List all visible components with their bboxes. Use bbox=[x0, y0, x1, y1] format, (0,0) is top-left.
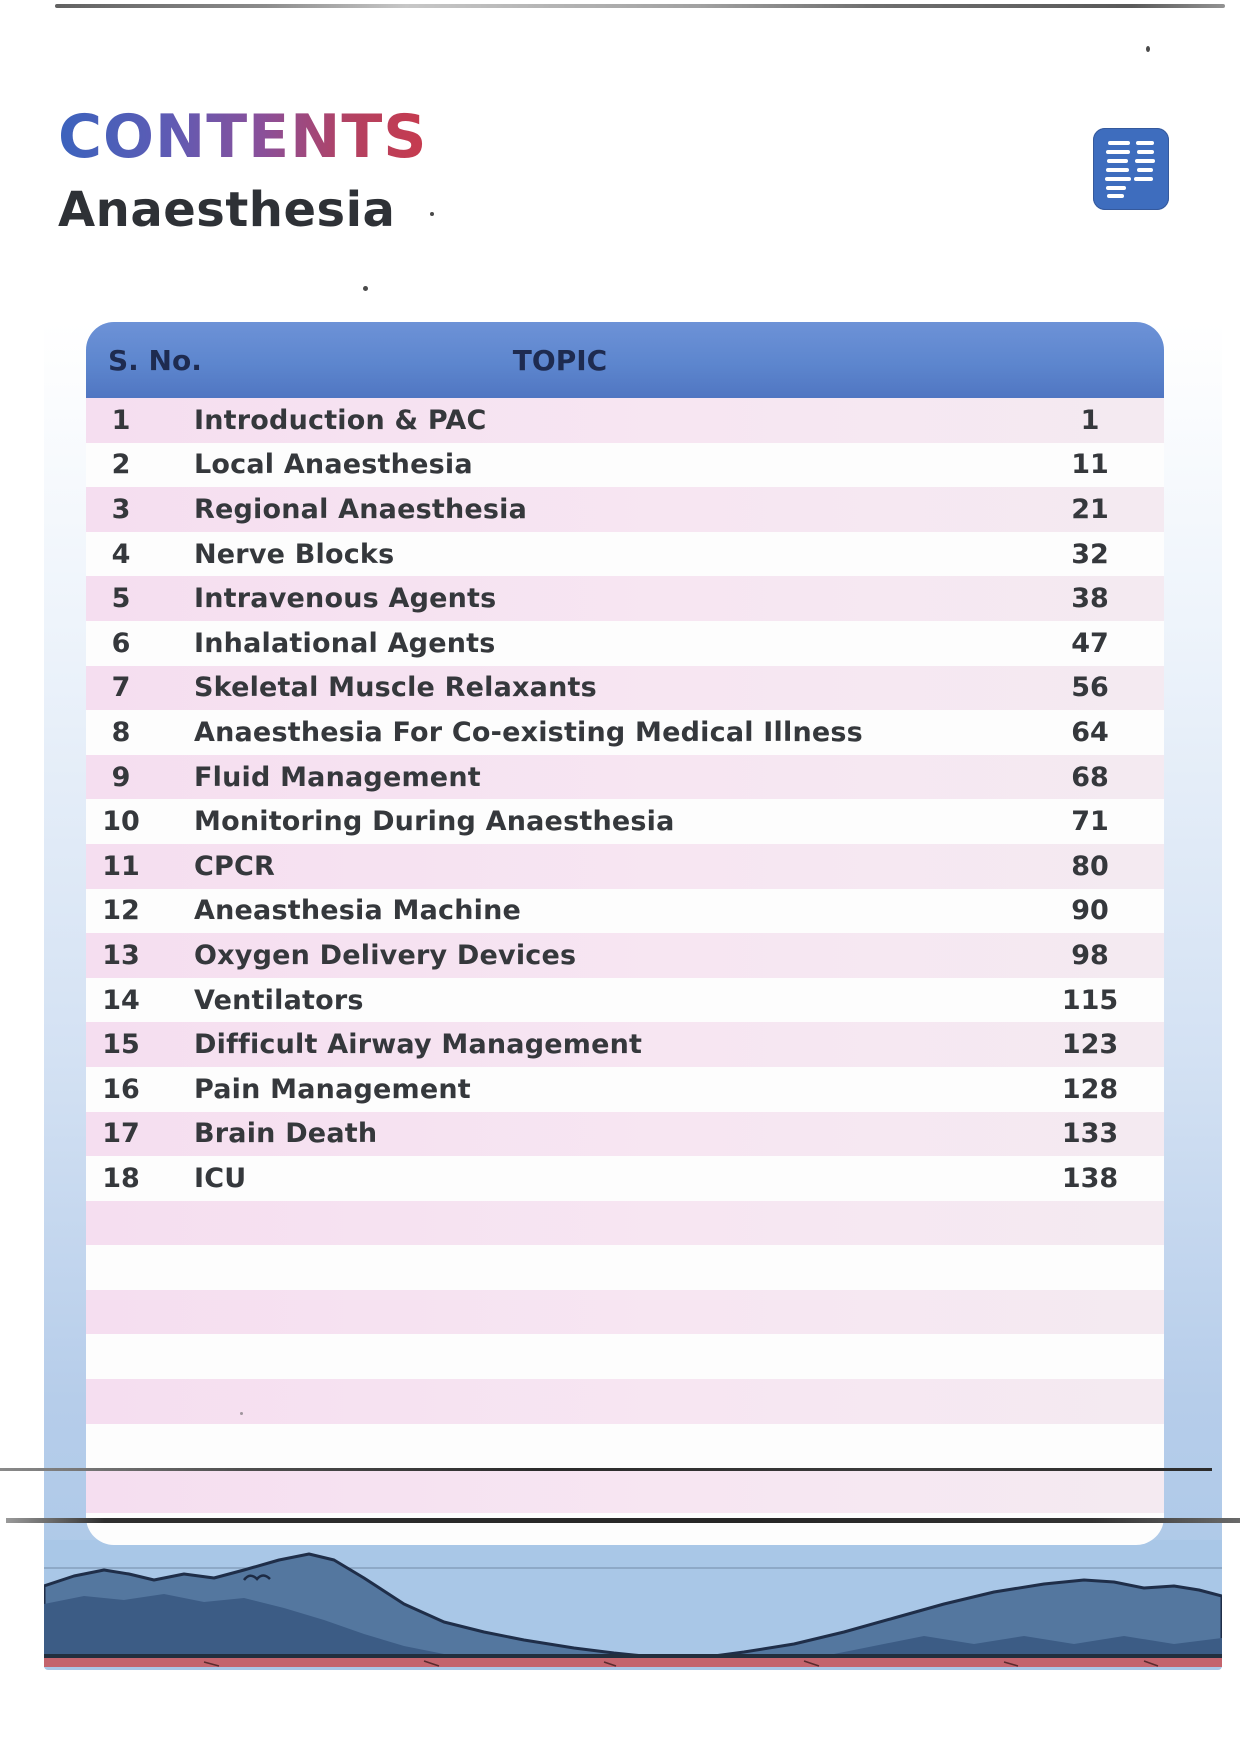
row-topic: Oxygen Delivery Devices bbox=[194, 939, 577, 971]
row-serial-number: 16 bbox=[102, 1073, 140, 1105]
column-header-topic: TOPIC bbox=[512, 344, 608, 377]
row-serial-number: 12 bbox=[102, 895, 140, 927]
row-serial-number: 3 bbox=[111, 493, 131, 525]
list-lines-glyph bbox=[1093, 128, 1169, 210]
row-page-number: 138 bbox=[1061, 1162, 1119, 1194]
row-topic: Ventilators bbox=[194, 984, 364, 1016]
scan-artifact-line bbox=[0, 1468, 1212, 1471]
row-topic: Nerve Blocks bbox=[194, 538, 395, 570]
contents-table bbox=[86, 322, 1164, 1545]
row-topic: Skeletal Muscle Relaxants bbox=[194, 672, 597, 704]
ground-line bbox=[44, 1654, 1222, 1658]
row-topic: Difficult Airway Management bbox=[194, 1029, 643, 1061]
row-serial-number: 6 bbox=[111, 627, 131, 659]
scan-artifact-line bbox=[55, 4, 1225, 8]
scan-artifact-line bbox=[6, 1518, 1240, 1523]
column-header-sno: S. No. bbox=[108, 344, 202, 377]
row-page-number: 90 bbox=[1071, 895, 1109, 927]
row-page-number: 68 bbox=[1071, 761, 1109, 793]
row-page-number: 38 bbox=[1071, 583, 1109, 615]
row-serial-number: 2 bbox=[111, 449, 131, 481]
table-row bbox=[86, 487, 1164, 532]
table-row bbox=[86, 666, 1164, 711]
table-row bbox=[86, 1022, 1164, 1067]
row-page-number: 32 bbox=[1071, 538, 1109, 570]
row-page-number: 1 bbox=[1080, 404, 1100, 436]
scan-speck bbox=[363, 286, 368, 291]
row-serial-number: 4 bbox=[111, 538, 131, 570]
row-page-number: 123 bbox=[1061, 1029, 1119, 1061]
table-row bbox=[86, 889, 1164, 934]
row-serial-number: 17 bbox=[102, 1118, 140, 1150]
row-serial-number: 15 bbox=[102, 1029, 140, 1061]
row-page-number: 47 bbox=[1071, 627, 1109, 659]
row-topic: Aneasthesia Machine bbox=[194, 895, 522, 927]
empty-table-row bbox=[86, 1245, 1164, 1290]
row-serial-number: 14 bbox=[102, 984, 140, 1016]
row-topic: Anaesthesia For Co-existing Medical Illness bbox=[194, 716, 863, 748]
mountain-landscape-illustration bbox=[44, 1540, 1222, 1672]
row-topic: Pain Management bbox=[194, 1073, 471, 1105]
table-row bbox=[86, 978, 1164, 1023]
table-row bbox=[86, 443, 1164, 488]
table-row bbox=[86, 576, 1164, 621]
empty-table-row bbox=[86, 1424, 1164, 1469]
row-topic: Local Anaesthesia bbox=[194, 449, 473, 481]
table-row bbox=[86, 844, 1164, 889]
row-topic: ICU bbox=[194, 1162, 247, 1194]
empty-table-row bbox=[86, 1290, 1164, 1335]
row-serial-number: 18 bbox=[102, 1162, 140, 1194]
row-serial-number: 1 bbox=[111, 404, 131, 436]
row-page-number: 98 bbox=[1071, 939, 1109, 971]
row-serial-number: 9 bbox=[111, 761, 131, 793]
row-serial-number: 10 bbox=[102, 806, 140, 838]
empty-table-row bbox=[86, 1468, 1164, 1513]
row-topic: Fluid Management bbox=[194, 761, 481, 793]
row-topic: Brain Death bbox=[194, 1118, 378, 1150]
row-serial-number: 11 bbox=[102, 850, 140, 882]
row-topic: Introduction & PAC bbox=[194, 404, 487, 436]
row-page-number: 133 bbox=[1061, 1118, 1119, 1150]
page-title: CONTENTS bbox=[58, 102, 428, 172]
scan-speck bbox=[1146, 46, 1150, 52]
table-row bbox=[86, 532, 1164, 577]
row-page-number: 21 bbox=[1071, 493, 1109, 525]
row-page-number: 128 bbox=[1061, 1073, 1119, 1105]
row-page-number: 56 bbox=[1071, 672, 1109, 704]
table-row bbox=[86, 755, 1164, 800]
table-row bbox=[86, 710, 1164, 755]
row-page-number: 80 bbox=[1071, 850, 1109, 882]
row-topic: Inhalational Agents bbox=[194, 627, 496, 659]
row-page-number: 115 bbox=[1061, 984, 1119, 1016]
row-topic: CPCR bbox=[194, 850, 276, 882]
ground-strip bbox=[44, 1658, 1222, 1667]
row-topic: Monitoring During Anaesthesia bbox=[194, 806, 675, 838]
scan-speck bbox=[240, 1412, 243, 1415]
table-body bbox=[86, 398, 1164, 1545]
table-row bbox=[86, 1156, 1164, 1201]
table-row bbox=[86, 621, 1164, 666]
row-serial-number: 7 bbox=[111, 672, 131, 704]
empty-table-row bbox=[86, 1379, 1164, 1424]
table-header bbox=[86, 322, 1164, 398]
table-row bbox=[86, 398, 1164, 443]
row-page-number: 71 bbox=[1071, 806, 1109, 838]
table-row bbox=[86, 933, 1164, 978]
row-serial-number: 8 bbox=[111, 716, 131, 748]
row-topic: Regional Anaesthesia bbox=[194, 493, 528, 525]
table-row bbox=[86, 799, 1164, 844]
empty-table-row bbox=[86, 1201, 1164, 1246]
row-page-number: 64 bbox=[1071, 716, 1109, 748]
scan-speck bbox=[430, 212, 434, 216]
section-title: Anaesthesia bbox=[58, 182, 396, 238]
empty-table-row bbox=[86, 1334, 1164, 1379]
row-topic: Intravenous Agents bbox=[194, 583, 497, 615]
row-page-number: 11 bbox=[1071, 449, 1109, 481]
table-row bbox=[86, 1067, 1164, 1112]
table-row bbox=[86, 1112, 1164, 1157]
row-serial-number: 5 bbox=[111, 583, 131, 615]
contents-list-icon bbox=[1093, 128, 1169, 210]
row-serial-number: 13 bbox=[102, 939, 140, 971]
